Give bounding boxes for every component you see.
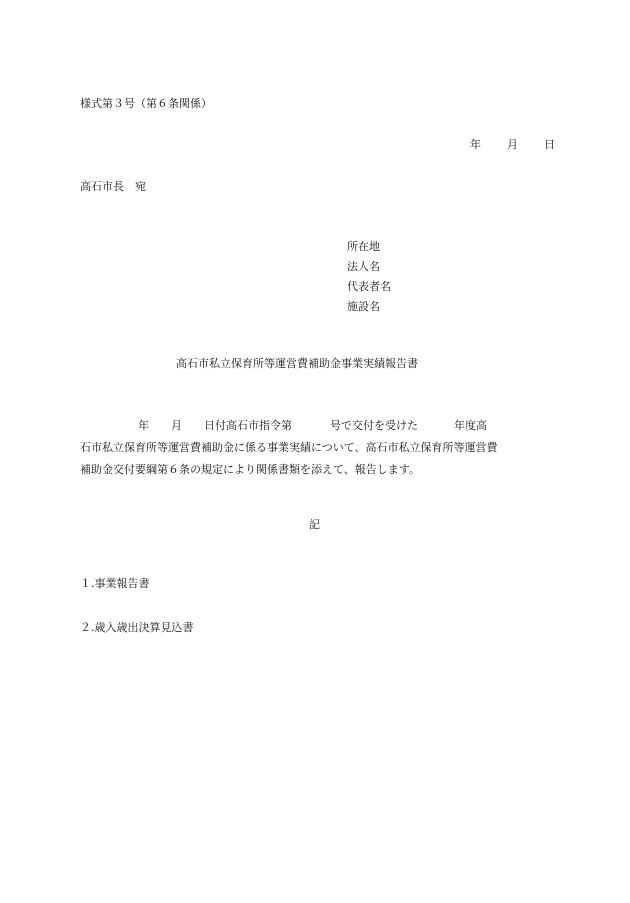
list-item: １.事業報告書	[80, 577, 150, 590]
list-item: ２.歳入歳出決算見込書	[80, 621, 194, 634]
body-year: 年	[138, 419, 149, 432]
sender-address-label: 所在地	[347, 240, 380, 253]
body-paragraph	[80, 415, 550, 481]
date-day-label: 日	[544, 138, 555, 151]
body-issued: 号で交付を受けた	[330, 419, 418, 432]
date-year-label: 年	[470, 138, 481, 151]
sender-facility-label: 施設名	[347, 300, 380, 313]
sender-corporation-label: 法人名	[347, 260, 380, 273]
body-fiscal: 年度高	[454, 419, 487, 432]
addressee: 高石市長 宛	[80, 180, 146, 193]
body-line-2: 石市私立保育所等運営費補助金に係る事業実績について、高石市私立保育所等運営費	[80, 441, 498, 454]
sender-block	[347, 237, 391, 317]
date-line	[470, 138, 555, 152]
sender-representative-label: 代表者名	[347, 280, 391, 293]
form-number: 様式第３号（第６条関係）	[80, 97, 212, 110]
body-day-city: 日付高石市指令第	[204, 419, 292, 432]
body-line-1	[80, 415, 550, 437]
date-month-label: 月	[507, 138, 518, 151]
body-month: 月	[171, 419, 182, 432]
ki-heading: 記	[309, 518, 320, 531]
body-line-3: 補助金交付要綱第６条の規定により関係書類を添えて、報告します。	[80, 463, 420, 476]
document-title: 高石市私立保育所等運営費補助金事業実績報告書	[176, 357, 418, 370]
